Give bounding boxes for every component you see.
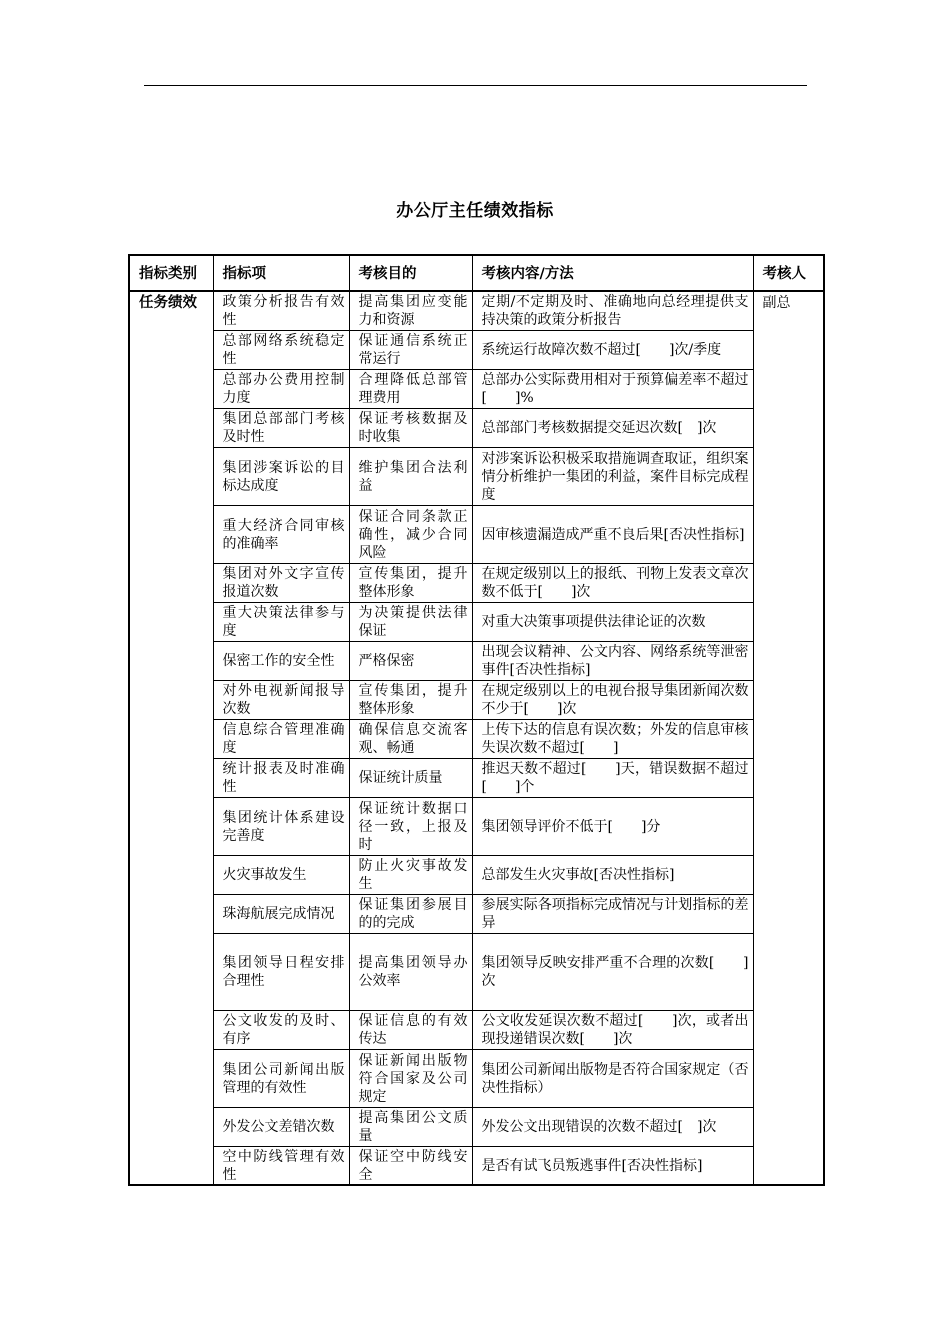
table-row bbox=[129, 680, 824, 719]
content-cell: 是否有试飞员叛逃事件[否决性指标] bbox=[472, 1146, 753, 1185]
content-cell: 总部办公实际费用相对于预算偏差率不超过[ ]% bbox=[472, 369, 753, 408]
purpose-cell: 维护集团合法利益 bbox=[349, 447, 472, 505]
content-cell: 对重大决策事项提供法律论证的次数 bbox=[472, 602, 753, 641]
table-row bbox=[129, 855, 824, 894]
category-cell: 任务绩效 bbox=[129, 291, 213, 1185]
purpose-cell: 宣传集团，提升整体形象 bbox=[349, 680, 472, 719]
table-row bbox=[129, 641, 824, 680]
purpose-cell: 确保信息交流客观、畅通 bbox=[349, 719, 472, 758]
table-row bbox=[129, 719, 824, 758]
table-row bbox=[129, 1010, 824, 1049]
item-cell: 集团对外文字宣传报道次数 bbox=[213, 563, 349, 602]
table-row bbox=[129, 1049, 824, 1107]
header-reviewer: 考核人 bbox=[753, 255, 824, 291]
purpose-cell: 提高集团公文质量 bbox=[349, 1107, 472, 1146]
item-cell: 政策分析报告有效性 bbox=[213, 291, 349, 330]
table-row bbox=[129, 369, 824, 408]
reviewer-cell: 副总 bbox=[753, 291, 824, 1185]
purpose-cell: 保证合同条款正确性，减少合同风险 bbox=[349, 505, 472, 563]
item-cell: 集团领导日程安排合理性 bbox=[213, 933, 349, 1010]
kpi-table bbox=[128, 254, 825, 1186]
purpose-cell: 严格保密 bbox=[349, 641, 472, 680]
content-cell: 因审核遗漏造成严重不良后果[否决性指标] bbox=[472, 505, 753, 563]
table-row bbox=[129, 758, 824, 797]
item-cell: 集团公司新闻出版管理的有效性 bbox=[213, 1049, 349, 1107]
content-cell: 对涉案诉讼积极采取措施调查取证，组织案情分析维护一集团的利益，案件目标完成程度 bbox=[472, 447, 753, 505]
item-cell: 火灾事故发生 bbox=[213, 855, 349, 894]
header-purpose: 考核目的 bbox=[349, 255, 472, 291]
purpose-cell: 保证统计数据口径一致，上报及时 bbox=[349, 797, 472, 855]
purpose-cell: 提高集团应变能力和资源 bbox=[349, 291, 472, 330]
content-cell: 上传下达的信息有误次数；外发的信息审核失误次数不超过[ ] bbox=[472, 719, 753, 758]
item-cell: 保密工作的安全性 bbox=[213, 641, 349, 680]
content-cell: 集团公司新闻出版物是否符合国家规定（否决性指标） bbox=[472, 1049, 753, 1107]
purpose-cell: 保证考核数据及时收集 bbox=[349, 408, 472, 447]
table-row bbox=[129, 602, 824, 641]
table-row bbox=[129, 1146, 824, 1185]
item-cell: 重大经济合同审核的准确率 bbox=[213, 505, 349, 563]
content-cell: 在规定级别以上的报纸、刊物上发表文章次数不低于[ ]次 bbox=[472, 563, 753, 602]
table-row bbox=[129, 447, 824, 505]
content-cell: 参展实际各项指标完成情况与计划指标的差异 bbox=[472, 894, 753, 933]
item-cell: 空中防线管理有效性 bbox=[213, 1146, 349, 1185]
purpose-cell: 保证信息的有效传达 bbox=[349, 1010, 472, 1049]
purpose-cell: 提高集团领导办公效率 bbox=[349, 933, 472, 1010]
item-cell: 公文收发的及时、有序 bbox=[213, 1010, 349, 1049]
purpose-cell: 保证统计质量 bbox=[349, 758, 472, 797]
purpose-cell: 保证空中防线安全 bbox=[349, 1146, 472, 1185]
content-cell: 公文收发延误次数不超过[ ]次，或者出现投递错误次数[ ]次 bbox=[472, 1010, 753, 1049]
document-title: 办公厅主任绩效指标 bbox=[396, 201, 554, 221]
table-row bbox=[129, 563, 824, 602]
content-cell: 总部发生火灾事故[否决性指标] bbox=[472, 855, 753, 894]
content-cell: 集团领导评价不低于[ ]分 bbox=[472, 797, 753, 855]
content-cell: 在规定级别以上的电视台报导集团新闻次数不少于[ ]次 bbox=[472, 680, 753, 719]
item-cell: 重大决策法律参与度 bbox=[213, 602, 349, 641]
table-row bbox=[129, 505, 824, 563]
purpose-cell: 保证集团参展目的的完成 bbox=[349, 894, 472, 933]
table-row bbox=[129, 797, 824, 855]
table-row bbox=[129, 408, 824, 447]
header-rule bbox=[144, 85, 807, 86]
purpose-cell: 防止火灾事故发生 bbox=[349, 855, 472, 894]
content-cell: 推迟天数不超过[ ]天，错误数据不超过[ ]个 bbox=[472, 758, 753, 797]
table-row bbox=[129, 933, 824, 1010]
content-cell: 总部部门考核数据提交延迟次数[ ]次 bbox=[472, 408, 753, 447]
content-cell: 出现会议精神、公文内容、网络系统等泄密事件[否决性指标] bbox=[472, 641, 753, 680]
table-row bbox=[129, 1107, 824, 1146]
item-cell: 总部网络系统稳定性 bbox=[213, 330, 349, 369]
item-cell: 集团总部部门考核及时性 bbox=[213, 408, 349, 447]
purpose-cell: 保证新闻出版物符合国家及公司规定 bbox=[349, 1049, 472, 1107]
item-cell: 统计报表及时准确性 bbox=[213, 758, 349, 797]
table-header-row bbox=[129, 255, 824, 291]
item-cell: 信息综合管理准确度 bbox=[213, 719, 349, 758]
purpose-cell: 为决策提供法律保证 bbox=[349, 602, 472, 641]
purpose-cell: 合理降低总部管理费用 bbox=[349, 369, 472, 408]
item-cell: 对外电视新闻报导次数 bbox=[213, 680, 349, 719]
content-cell: 集团领导反映安排严重不合理的次数[ ]次 bbox=[472, 933, 753, 1010]
purpose-cell: 宣传集团，提升整体形象 bbox=[349, 563, 472, 602]
content-cell: 系统运行故障次数不超过[ ]次/季度 bbox=[472, 330, 753, 369]
header-content: 考核内容/方法 bbox=[472, 255, 753, 291]
item-cell: 总部办公费用控制力度 bbox=[213, 369, 349, 408]
table-row bbox=[129, 330, 824, 369]
purpose-cell: 保证通信系统正常运行 bbox=[349, 330, 472, 369]
table-row bbox=[129, 291, 824, 330]
item-cell: 集团统计体系建设完善度 bbox=[213, 797, 349, 855]
item-cell: 外发公文差错次数 bbox=[213, 1107, 349, 1146]
content-cell: 定期/不定期及时、准确地向总经理提供支持决策的政策分析报告 bbox=[472, 291, 753, 330]
item-cell: 集团涉案诉讼的目标达成度 bbox=[213, 447, 349, 505]
content-cell: 外发公文出现错误的次数不超过[ ]次 bbox=[472, 1107, 753, 1146]
header-item: 指标项 bbox=[213, 255, 349, 291]
item-cell: 珠海航展完成情况 bbox=[213, 894, 349, 933]
header-category: 指标类别 bbox=[129, 255, 213, 291]
table-row bbox=[129, 894, 824, 933]
